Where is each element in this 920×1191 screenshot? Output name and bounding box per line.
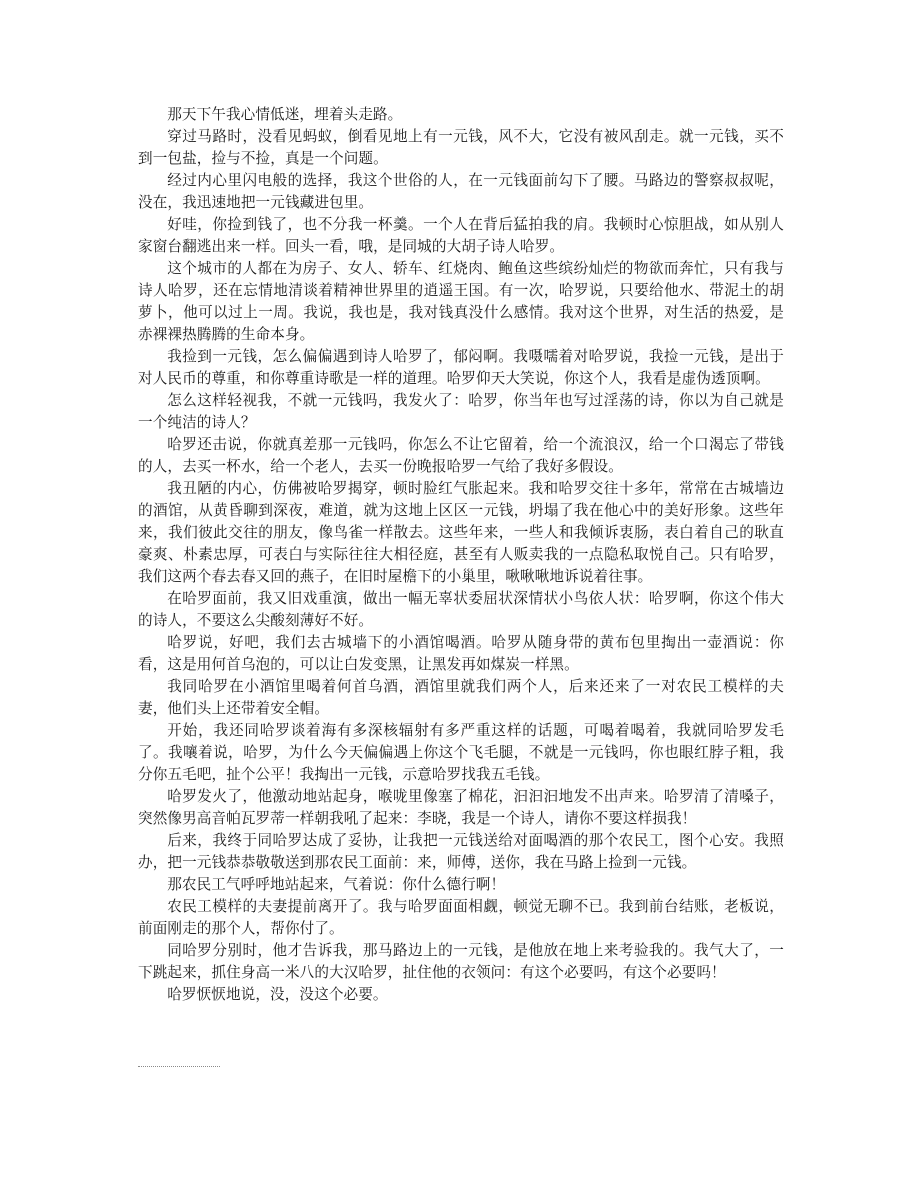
paragraph: 开始，我还同哈罗谈着海有多深核辐射有多严重这样的话题，可喝着喝着，我就同哈罗发毛了。我嚷着说，哈罗，为什么今天偏偏遇上你这个飞毛腿，不就是一元钱吗，你也眼红脖子粗，我分你五毛吧，扯个公平！我掏出一元钱，示意哈罗找我五毛钱。 [138,722,784,783]
paragraph: 哈罗恹恹地说，没，没这个必要。 [167,986,388,1003]
paragraph: 哈罗发火了，他激动地站起身，喉咙里像塞了棉花，汩汩汩地发不出声来。哈罗清了清嗓子，突然像男高音帕瓦罗蒂一样朝我吼了起来：李晓，我是一个诗人，请你不要这样损我！ [138,788,784,827]
paragraph: 后来，我终于同哈罗达成了妥协，让我把一元钱送给对面喝酒的那个农民工，图个心安。我照办，把一元钱恭恭敬敬送到那农民工面前：来，师傅，送你，我在马路上捡到一元钱。 [138,832,784,871]
paragraph: 农民工模样的夫妻提前离开了。我与哈罗面面相觑，顿觉无聊不已。我到前台结账，老板说，前面刚走的那个人，帮你付了。 [138,898,784,937]
paragraph: 怎么这样轻视我，不就一元钱吗，我发火了：哈罗，你当年也写过淫荡的诗，你以为自己就是一个纯洁的诗人？ [138,392,784,431]
article-body [138,104,784,1006]
paragraph: 经过内心里闪电般的选择，我这个世俗的人，在一元钱面前勾下了腰。马路边的警察叔叔呢，没在，我迅速地把一元钱藏进包里。 [138,172,784,211]
paragraph: 哈罗还击说，你就真差那一元钱吗，你怎么不让它留着，给一个流浪汉，给一个口渴忘了带钱的人，去买一杯水，给一个老人，去买一份晚报哈罗一气给了我好多假设。 [138,436,784,475]
paragraph: 我丑陋的内心，仿佛被哈罗揭穿，顿时脸红气胀起来。我和哈罗交往十多年，常常在古城墙边的酒馆，从黄昏聊到深夜，难道，就为这地上区区一元钱，坍塌了我在他心中的美好形象。这些年来，我们彼此交往的朋友，像鸟雀一样散去。这些年来，一些人和我倾诉衷肠，表白着自己的耿直豪爽、朴素忠厚，可表白与实际往往大相径庭，甚至有人贩卖我的一点隐私取悦自己。只有哈罗，我们这两个春去春又回的燕子，在旧时屋檐下的小巢里，啾啾啾地诉说着往事。 [138,480,784,585]
paragraph: 那农民工气呼呼地站起来，气着说：你什么德行啊！ [167,876,506,893]
paragraph: 那天下午我心情低迷，埋着头走路。 [167,106,403,123]
paragraph: 这个城市的人都在为房子、女人、轿车、红烧肉、鲍鱼这些缤纷灿烂的物欲而奔忙，只有我与诗人哈罗，还在忘情地清谈着精神世界里的逍遥王国。有一次，哈罗说，只要给他水、带泥土的胡萝卜，他可以过上一周。我说，我也是，我对钱真没什么感情。我对这个世界，对生活的热爱，是赤裸裸热腾腾的生命本身。 [138,260,784,343]
paragraph: 我同哈罗在小酒馆里喝着何首乌酒，酒馆里就我们两个人，后来还来了一对农民工模样的夫妻，他们头上还带着安全帽。 [138,678,784,717]
paragraph: 哈罗说，好吧，我们去古城墙下的小酒馆喝酒。哈罗从随身带的黄布包里掏出一壶酒说：你看，这是用何首乌泡的，可以让白发变黑，让黑发再如煤炭一样黑。 [138,634,784,673]
paragraph: 在哈罗面前，我又旧戏重演，做出一幅无辜状委屈状深情状小鸟依人状：哈罗啊，你这个伟大的诗人，不要这么尖酸刻薄好不好。 [138,590,784,629]
paragraph: 穿过马路时，没看见蚂蚁，倒看见地上有一元钱，风不大，它没有被风刮走。就一元钱，买不到一包盐，捡与不捡，真是一个问题。 [138,128,784,167]
paragraph: 同哈罗分别时，他才告诉我，那马路边上的一元钱，是他放在地上来考验我的。我气大了，一下跳起来，抓住身高一米八的大汉哈罗，扯住他的衣领问：有这个必要吗，有这个必要吗！ [138,942,784,981]
paragraph: 我捡到一元钱，怎么偏偏遇到诗人哈罗了，郁闷啊。我嗫嚅着对哈罗说，我捡一元钱，是出于对人民币的尊重，和你尊重诗歌是一样的道理。哈罗仰天大笑说，你这个人，我看是虚伪透顶啊。 [138,348,784,387]
footnote-divider [138,1066,220,1067]
paragraph: 好哇，你捡到钱了，也不分我一杯羹。一个人在背后猛拍我的肩。我顿时心惊胆战，如从别人家窗台翻逃出来一样。回头一看，哦，是同城的大胡子诗人哈罗。 [138,216,784,255]
